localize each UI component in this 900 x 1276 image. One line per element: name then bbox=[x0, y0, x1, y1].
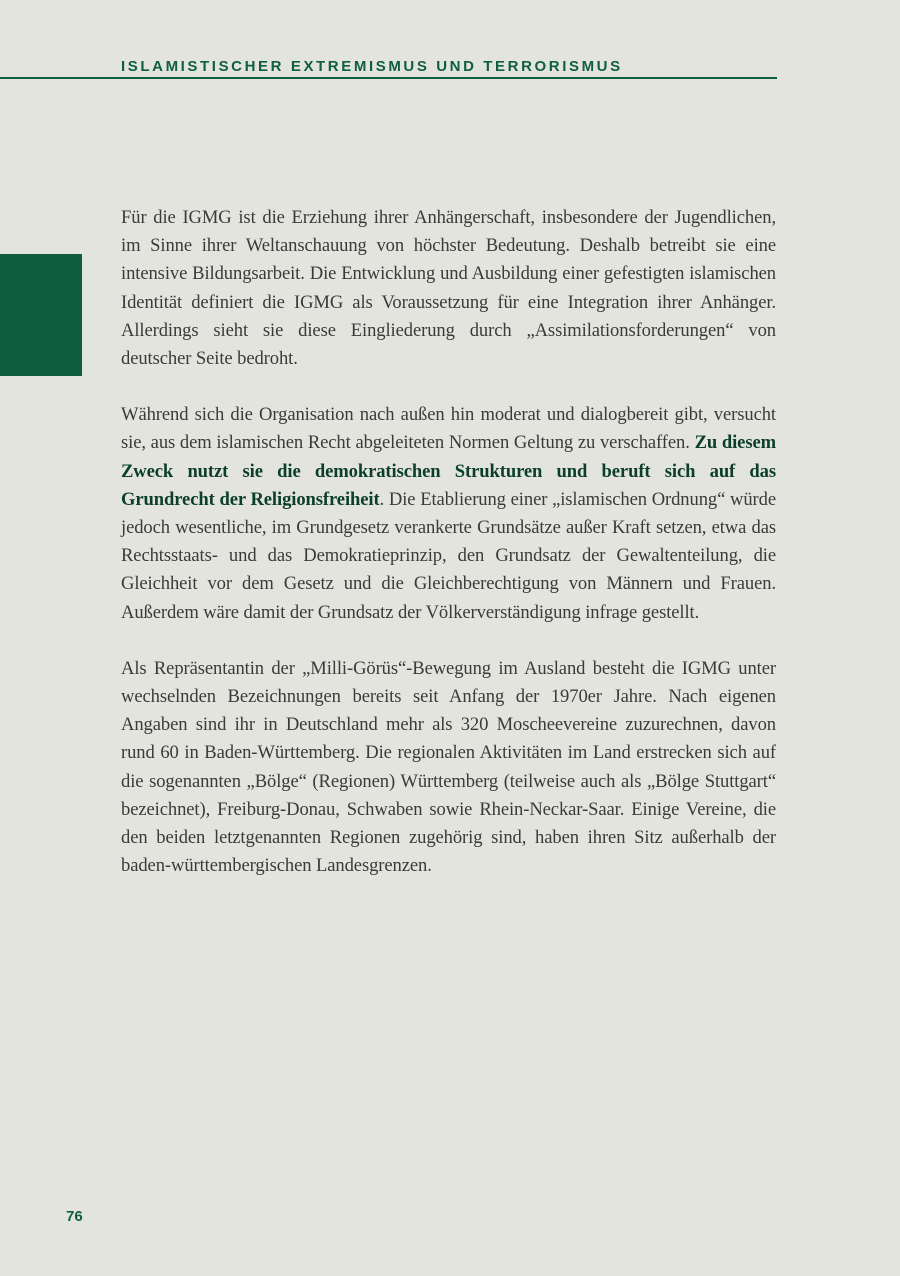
paragraph-2-emphasis: Zu diesem Zweck nutzt sie die demokratischen Strukturen und beruft sich auf das Grundrecht der Religionsfreiheit bbox=[121, 432, 776, 510]
page-number: 76 bbox=[66, 1208, 83, 1225]
chapter-side-tab bbox=[0, 254, 82, 376]
body-paragraph-1: Für die IGMG ist die Erziehung ihrer Anhängerschaft, insbesondere der Jugendlichen, im Sinne ihrer Weltanschauung von höchster Bedeutung. Deshalb betreibt sie eine intensive Bildungsarbeit. Die Entwicklung und Ausbildung einer gefestigten islamischen Identität definiert die IGMG als Voraussetzung für eine Integration ihrer Anhänger. Allerdings sieht sie diese Eingliederung durch „Assimilationsforderungen“ von deutscher Seite bedroht. bbox=[121, 207, 776, 370]
paragraph-2-rest: . Die Etablierung einer „islamischen Ordnung“ würde jedoch wesentliche, im Grundgesetz verankerte Grundsätze außer Kraft setzen, etwa das Rechtsstaats- und das Demokratieprinzip, den Grundsatz der Gewaltenteilung, die Gleichheit vor dem Gesetz und die Gleichberechtigung von Männern und Frauen. Außerdem wäre damit der Grundsatz der Völkerverständigung infrage gestellt. bbox=[121, 488, 776, 623]
running-header-title: ISLAMISTISCHER EXTREMISMUS UND TERRORISMUS bbox=[121, 58, 623, 75]
page-body bbox=[121, 204, 776, 908]
body-paragraph-2 bbox=[121, 401, 776, 627]
paragraph-2-lead: Während sich die Organisation nach außen hin moderat und dialogbereit gibt, versucht sie, aus dem islamischen Recht abgeleiteten Normen Geltung zu verschaffen. bbox=[121, 404, 776, 454]
header-rule bbox=[0, 77, 777, 79]
body-paragraph-3: Als Repräsentantin der „Milli-Görüs“-Bewegung im Ausland besteht die IGMG unter wechselnden Bezeichnungen bereits seit Anfang der 1970er Jahre. Nach eigenen Angaben sind ihr in Deutschland mehr als 320 Moscheevereine zuzurechnen, davon rund 60 in Baden-Württemberg. Die regionalen Aktivitäten im Land erstrecken sich auf die sogenannten „Bölge“ (Regionen) Württemberg (teilweise auch als „Bölge Stuttgart“ bezeichnet), Freiburg-Donau, Schwaben sowie Rhein-Neckar-Saar. Einige Vereine, die den beiden letztgenannten Regionen zugehörig sind, haben ihren Sitz außerhalb der baden-württembergischen Landesgrenzen. bbox=[121, 657, 776, 877]
